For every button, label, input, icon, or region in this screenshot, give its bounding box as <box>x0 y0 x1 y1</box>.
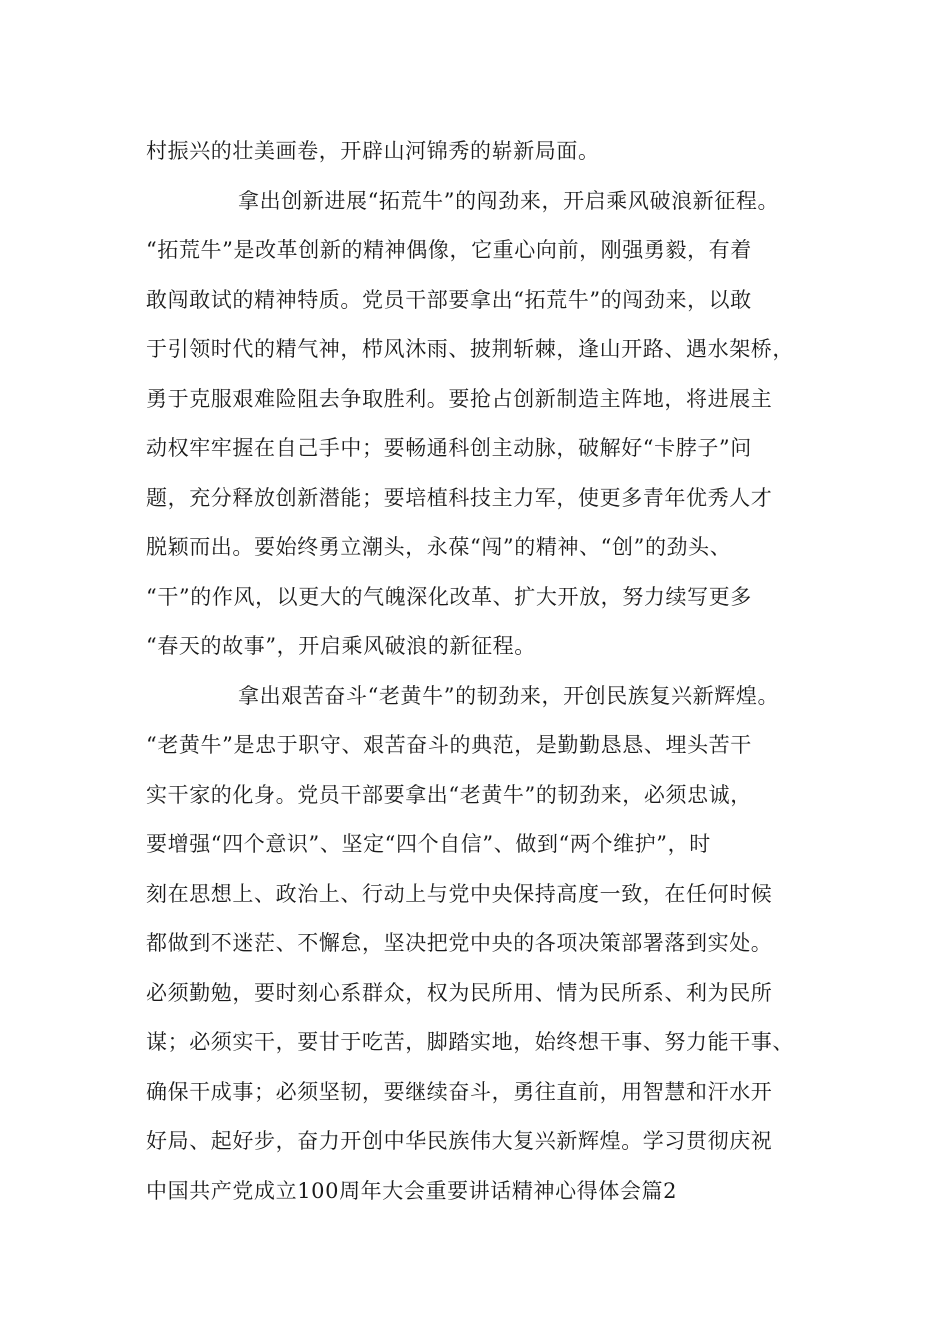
text-line: 脱颖而出。要始终勇立潮头，永葆“闯”的精神、“创”的劲头、 <box>146 535 732 559</box>
text-line: “春天的故事”，开启乘风破浪的新征程。 <box>146 634 536 658</box>
text-line: 好局、起好步，奋力开创中华民族伟大复兴新辉煌。学习贯彻庆祝 <box>146 1129 773 1153</box>
text-line: “老黄牛”是忠于职守、艰苦奋斗的典范，是勤勤恳恳、埋头苦干 <box>146 733 752 757</box>
paragraph-heading: 拿出艰苦奋斗“老黄牛”的韧劲来，开创民族复兴新辉煌。 <box>238 684 780 708</box>
text-line: 确保干成事；必须坚韧，要继续奋斗，勇往直前，用智慧和汗水开 <box>146 1080 773 1104</box>
text-line: 必须勤勉，要时刻心系群众，权为民所用、情为民所系、利为民所 <box>146 981 773 1005</box>
text-line: 村振兴的壮美画卷，开辟山河锦秀的崭新局面。 <box>146 139 600 163</box>
text-line: 敢闯敢试的精神特质。党员干部要拿出“拓荒牛”的闯劲来，以敢 <box>146 288 752 312</box>
text-line: 勇于克服艰难险阻去争取胜利。要抢占创新制造主阵地，将进展主 <box>146 387 773 411</box>
paragraph-heading: 拿出创新进展“拓荒牛”的闯劲来，开启乘风破浪新征程。 <box>238 189 780 213</box>
text-line: 都做到不迷茫、不懈怠，坚决把党中央的各项决策部署落到实处。 <box>146 931 773 955</box>
text-line: “干”的作风，以更大的气魄深化改革、扩大开放，努力续写更多 <box>146 585 752 609</box>
text-line: 谋；必须实干，要甘于吃苦，脚踏实地，始终想干事、努力能干事、 <box>146 1030 794 1054</box>
text-line: 实干家的化身。党员干部要拿出“老黄牛”的韧劲来，必须忠诚， <box>146 783 752 807</box>
text-line: 题，充分释放创新潜能；要培植科技主力军，使更多青年优秀人才 <box>146 486 773 510</box>
text-line: 于引领时代的精气神，栉风沐雨、披荆斩棘，逢山开路、遇水架桥， <box>146 337 794 361</box>
text-line: 刻在思想上、政治上、行动上与党中央保持高度一致，在任何时候 <box>146 882 773 906</box>
text-line: 动权牢牢握在自己手中；要畅通科创主动脉，破解好“卡脖子”问 <box>146 436 752 460</box>
text-line: 要增强“四个意识”、坚定“四个自信”、做到“两个维护”，时 <box>146 832 711 856</box>
text-line: “拓荒牛”是改革创新的精神偶像，它重心向前，刚强勇毅，有着 <box>146 238 752 262</box>
text-line: 中国共产党成立100周年大会重要讲话精神心得体会篇2 <box>146 1179 678 1203</box>
